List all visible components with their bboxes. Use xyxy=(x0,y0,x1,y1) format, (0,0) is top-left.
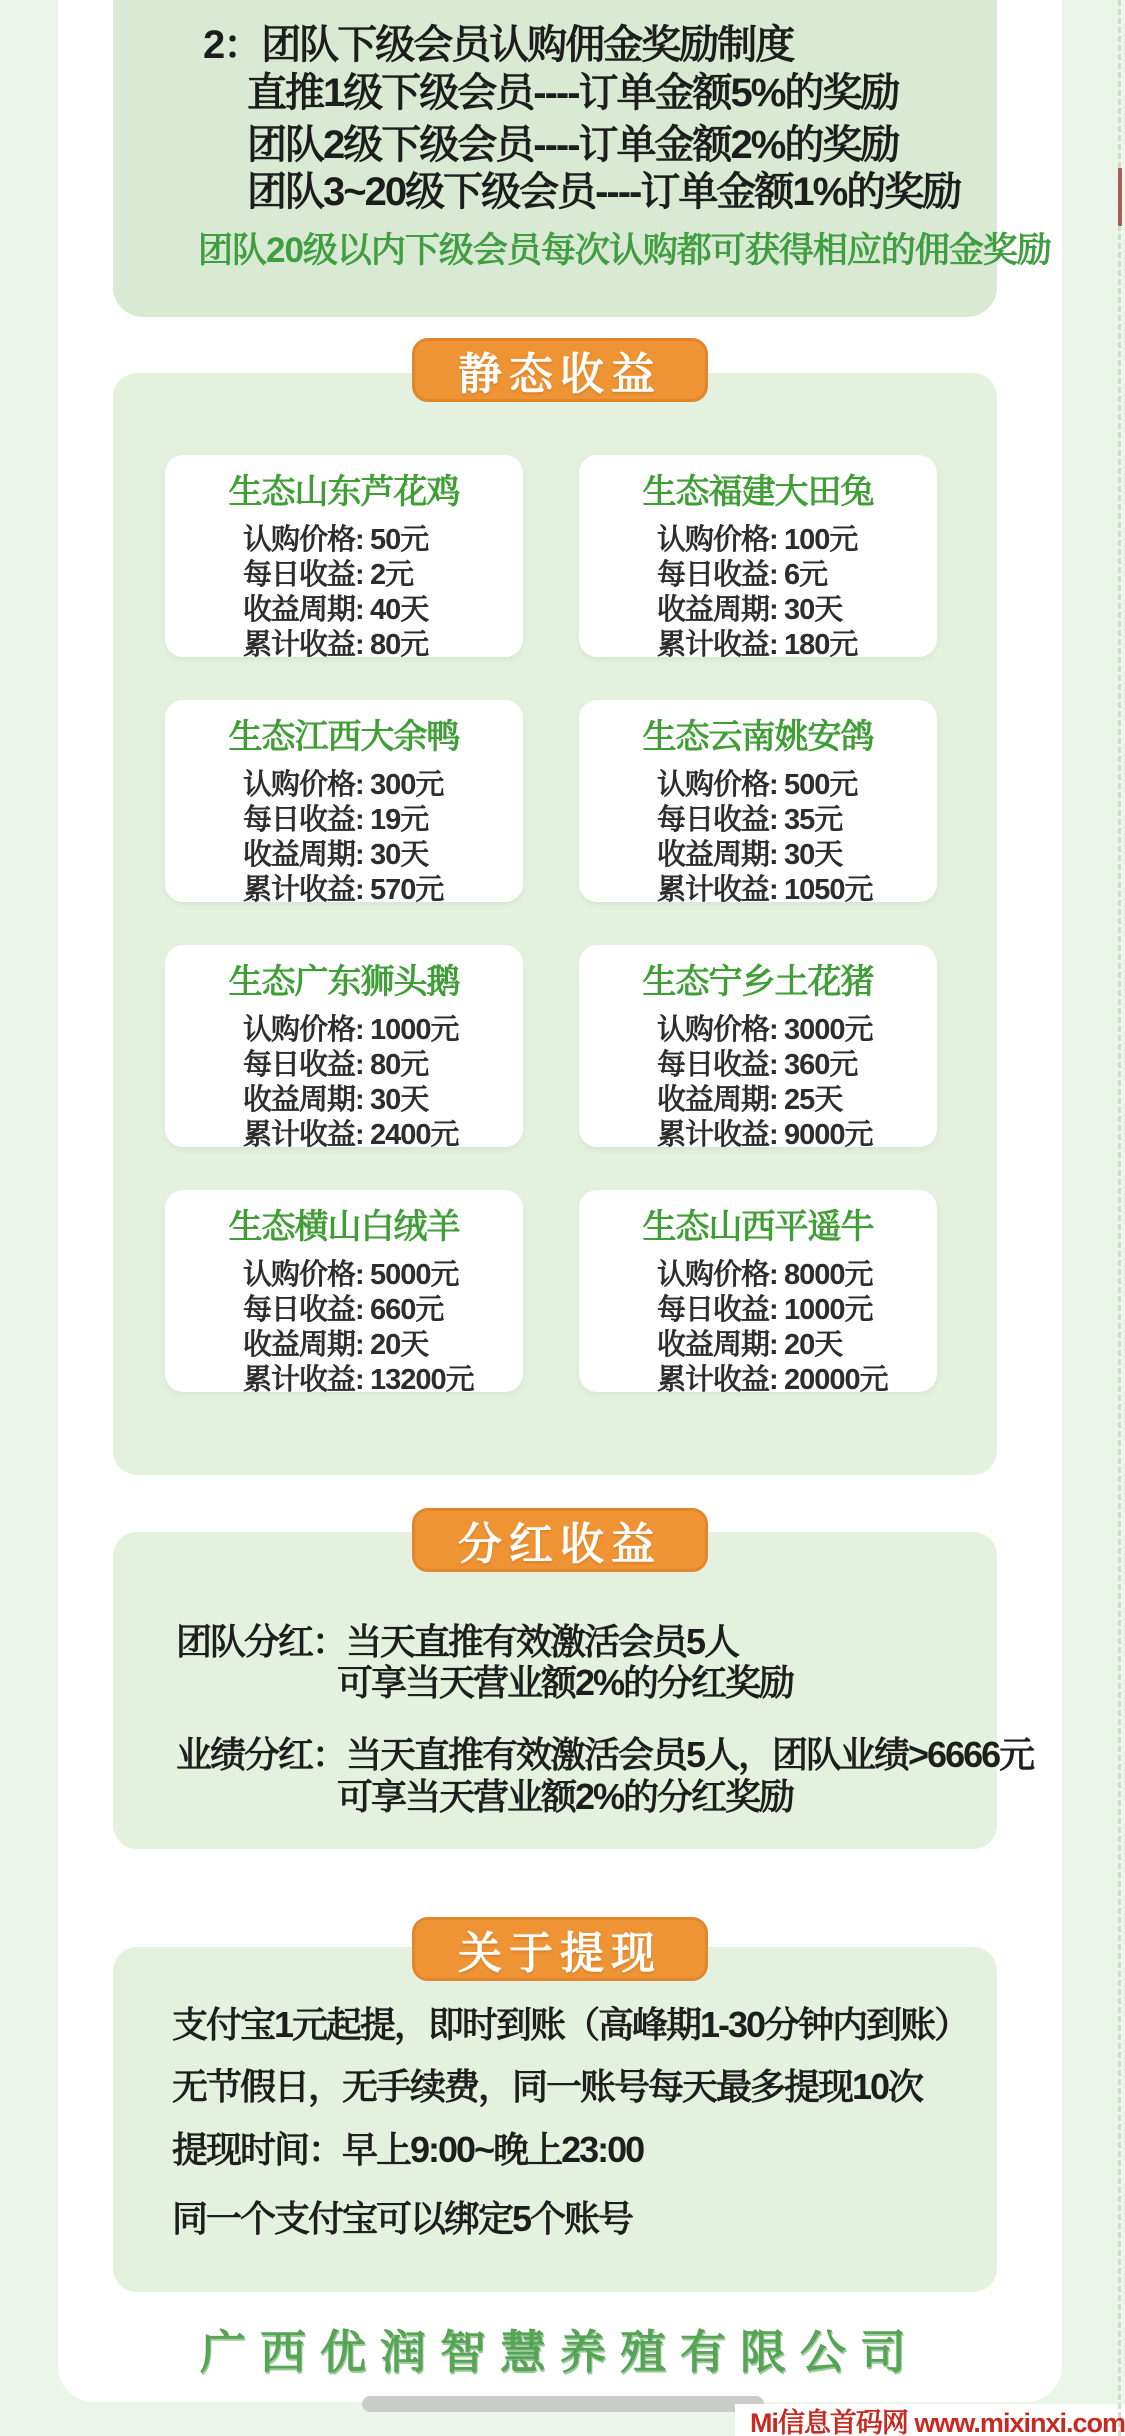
rules-highlight-note: 团队20级以内下级会员每次认购都可获得相应的佣金奖励 xyxy=(198,231,1051,270)
product-card-title: 生态山东芦花鸡 xyxy=(228,473,460,511)
product-card xyxy=(165,455,523,661)
product-card-row xyxy=(243,1293,523,1328)
product-card-row xyxy=(243,1013,523,1048)
row-label: 每日收益: xyxy=(657,804,778,836)
dividend-income-panel xyxy=(113,1532,1034,1849)
product-card-rows xyxy=(243,1258,523,1398)
product-card-row xyxy=(243,803,523,838)
product-card xyxy=(165,700,523,906)
row-value: 360元 xyxy=(784,1049,858,1081)
product-card-row xyxy=(243,593,523,628)
product-card-row xyxy=(657,838,937,873)
static-income-badge: 静态收益 xyxy=(412,338,708,402)
company-name: 广西优润智慧养殖有限公司 xyxy=(200,2326,920,2378)
product-card-row xyxy=(657,803,937,838)
home-indicator-pill xyxy=(362,2396,764,2412)
product-card-row xyxy=(243,873,523,908)
row-value: 8000元 xyxy=(784,1259,873,1291)
row-label: 收益周期: xyxy=(243,839,364,871)
product-card xyxy=(165,945,523,1151)
row-value: 570元 xyxy=(370,874,444,906)
row-value: 500元 xyxy=(784,769,858,801)
product-card-rows xyxy=(657,1258,937,1398)
row-label: 每日收益: xyxy=(657,1294,778,1326)
withdraw-alipay-line: 支付宝1元起提，即时到账（高峰期1-30分钟内到账） xyxy=(172,2004,969,2045)
row-label: 每日收益: xyxy=(243,559,364,591)
row-value: 50元 xyxy=(370,524,429,556)
row-value: 20天 xyxy=(784,1329,843,1361)
product-card-row xyxy=(243,1083,523,1118)
withdraw-time-line: 提现时间：早上9:00~晚上23:00 xyxy=(172,2129,644,2170)
row-label: 认购价格: xyxy=(657,1259,778,1291)
product-card-title: 生态云南姚安鸽 xyxy=(642,718,874,756)
row-value: 5000元 xyxy=(370,1259,459,1291)
row-value: 13200元 xyxy=(370,1364,474,1396)
row-label: 认购价格: xyxy=(657,1014,778,1046)
row-label: 收益周期: xyxy=(243,1084,364,1116)
row-label: 累计收益: xyxy=(657,874,778,906)
row-label: 累计收益: xyxy=(657,629,778,661)
row-label: 累计收益: xyxy=(657,1119,778,1151)
product-card xyxy=(579,455,937,661)
dividend-team-line: 团队分红：当天直推有效激活会员5人 xyxy=(176,1621,739,1662)
row-value: 35元 xyxy=(784,804,843,836)
row-value: 80元 xyxy=(370,629,429,661)
product-card-row xyxy=(243,558,523,593)
product-card-row xyxy=(657,523,937,558)
product-card-row xyxy=(657,873,937,908)
row-label: 每日收益: xyxy=(657,1049,778,1081)
withdraw-binding-line: 同一个支付宝可以绑定5个账号 xyxy=(172,2198,633,2239)
product-card-rows xyxy=(657,768,937,908)
withdrawal-badge: 关于提现 xyxy=(412,1917,708,1981)
product-card xyxy=(579,700,937,906)
row-value: 6元 xyxy=(784,559,828,591)
product-card-row xyxy=(657,1363,937,1398)
product-card-rows xyxy=(243,1013,523,1153)
row-label: 每日收益: xyxy=(243,1294,364,1326)
row-value: 20000元 xyxy=(784,1364,888,1396)
row-value: 100元 xyxy=(784,524,858,556)
product-card-row xyxy=(657,628,937,663)
product-card xyxy=(165,1190,523,1396)
dividend-income-badge: 分红收益 xyxy=(412,1508,708,1572)
rules-line-level1: 直推1级下级会员----订单金额5%的奖励 xyxy=(247,71,899,115)
product-card-row xyxy=(243,1048,523,1083)
row-label: 认购价格: xyxy=(657,524,778,556)
withdrawal-info-panel xyxy=(113,1947,997,2292)
row-label: 每日收益: xyxy=(657,559,778,591)
product-card-row xyxy=(657,768,937,803)
row-value: 1000元 xyxy=(784,1294,873,1326)
right-edge-perforation xyxy=(1118,0,1121,2436)
product-card-row xyxy=(657,1118,937,1153)
row-label: 收益周期: xyxy=(243,594,364,626)
product-card-title: 生态广东狮头鹅 xyxy=(228,963,460,1001)
product-card-title: 生态宁乡土花猪 xyxy=(642,963,874,1001)
row-label: 认购价格: xyxy=(657,769,778,801)
row-value: 300元 xyxy=(370,769,444,801)
product-card xyxy=(579,1190,937,1396)
row-label: 累计收益: xyxy=(243,629,364,661)
product-card-rows xyxy=(243,523,523,663)
rules-heading: 2：团队下级会员认购佣金奖励制度 xyxy=(203,23,794,67)
rules-line-level3: 团队3~20级下级会员----订单金额1%的奖励 xyxy=(247,170,961,214)
row-value: 80元 xyxy=(370,1049,429,1081)
product-card-row xyxy=(243,838,523,873)
row-value: 19元 xyxy=(370,804,429,836)
row-value: 30天 xyxy=(370,1084,429,1116)
row-value: 20天 xyxy=(370,1329,429,1361)
commission-rules-panel xyxy=(113,0,1051,317)
row-value: 2元 xyxy=(370,559,414,591)
row-value: 660元 xyxy=(370,1294,444,1326)
row-label: 收益周期: xyxy=(657,594,778,626)
row-label: 认购价格: xyxy=(243,524,364,556)
row-label: 累计收益: xyxy=(657,1364,778,1396)
product-card-row xyxy=(657,593,937,628)
withdraw-nofee-line: 无节假日，无手续费，同一账号每天最多提现10次 xyxy=(172,2066,923,2107)
rules-line-level2: 团队2级下级会员----订单金额2%的奖励 xyxy=(247,123,899,167)
row-label: 收益周期: xyxy=(657,1329,778,1361)
product-card-row xyxy=(243,1118,523,1153)
product-card-title: 生态横山白绒羊 xyxy=(228,1208,460,1246)
row-value: 9000元 xyxy=(784,1119,873,1151)
watermark-text: Mi信息首码网 www.mixinxi.com xyxy=(735,2404,1125,2436)
product-card-rows xyxy=(657,1013,937,1153)
product-card-row xyxy=(243,628,523,663)
product-card-row xyxy=(657,1083,937,1118)
product-card-row xyxy=(657,1328,937,1363)
dividend-performance-line: 业绩分红：当天直推有效激活会员5人，团队业绩>6666元 xyxy=(176,1734,1034,1775)
row-label: 认购价格: xyxy=(243,769,364,801)
row-label: 累计收益: xyxy=(243,1119,364,1151)
row-value: 30天 xyxy=(370,839,429,871)
row-label: 收益周期: xyxy=(657,839,778,871)
row-label: 收益周期: xyxy=(243,1329,364,1361)
product-card-row xyxy=(243,1363,523,1398)
product-card-row xyxy=(657,558,937,593)
row-label: 认购价格: xyxy=(243,1014,364,1046)
static-income-panel xyxy=(113,373,997,1475)
product-card-row xyxy=(657,1013,937,1048)
row-value: 25天 xyxy=(784,1084,843,1116)
product-card-row xyxy=(657,1258,937,1293)
row-label: 认购价格: xyxy=(243,1259,364,1291)
product-card-row xyxy=(243,768,523,803)
row-value: 30天 xyxy=(784,594,843,626)
product-card-rows xyxy=(243,768,523,908)
product-card-row xyxy=(243,1328,523,1363)
row-label: 每日收益: xyxy=(243,1049,364,1081)
product-card-title: 生态江西大余鸭 xyxy=(228,718,460,756)
row-value: 180元 xyxy=(784,629,858,661)
row-value: 3000元 xyxy=(784,1014,873,1046)
product-card-row xyxy=(243,1258,523,1293)
product-card-row xyxy=(657,1048,937,1083)
row-label: 累计收益: xyxy=(243,874,364,906)
product-card xyxy=(579,945,937,1151)
product-card-row xyxy=(657,1293,937,1328)
dividend-performance-reward-line: 可享当天营业额2%的分红奖励 xyxy=(337,1776,794,1817)
dividend-team-reward-line: 可享当天营业额2%的分红奖励 xyxy=(337,1662,794,1703)
row-value: 40天 xyxy=(370,594,429,626)
row-label: 每日收益: xyxy=(243,804,364,836)
row-label: 累计收益: xyxy=(243,1364,364,1396)
product-card-title: 生态山西平遥牛 xyxy=(642,1208,874,1246)
row-value: 2400元 xyxy=(370,1119,459,1151)
right-edge-red-artifact xyxy=(1118,168,1122,226)
row-value: 30天 xyxy=(784,839,843,871)
product-card-row xyxy=(243,523,523,558)
row-value: 1050元 xyxy=(784,874,873,906)
product-card-rows xyxy=(657,523,937,663)
product-card-title: 生态福建大田兔 xyxy=(642,473,874,511)
row-label: 收益周期: xyxy=(657,1084,778,1116)
row-value: 1000元 xyxy=(370,1014,459,1046)
